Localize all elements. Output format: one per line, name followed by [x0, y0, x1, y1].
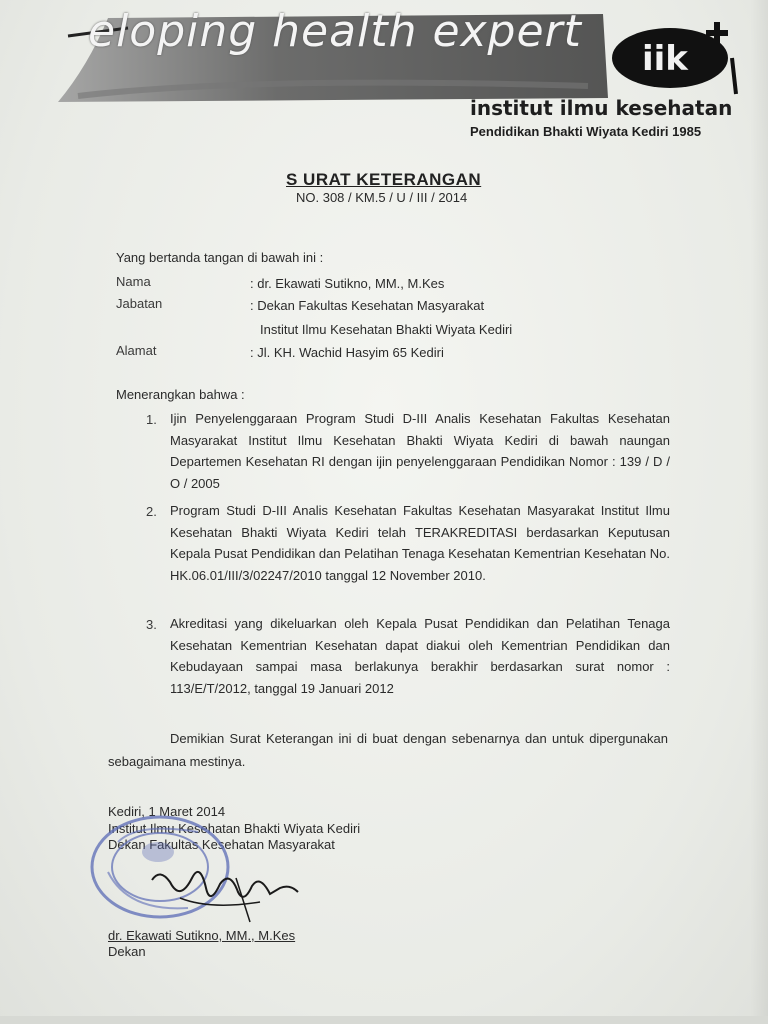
- document-title: S URAT KETERANGAN: [286, 170, 482, 189]
- document-number: NO. 308 / KM.5 / U / III / 2014: [296, 190, 468, 205]
- address-label: Alamat: [116, 343, 157, 358]
- position-value-line1: : Dekan Fakultas Kesehatan Masyarakat: [250, 298, 485, 313]
- position-value-line2: Institut Ilmu Kesehatan Bhakti Wiyata Kediri: [260, 322, 513, 337]
- signature-faculty: Dekan Fakultas Kesehatan Masyarakat: [108, 837, 335, 852]
- header-banner: [48, 6, 608, 102]
- list-item: Akreditasi yang dikeluarkan oleh Kepala Pusat Pendidikan dan Pelatihan Tenaga Kesehatan Kementrian Kesehatan dapat diakui oleh Kementrian Pendidikan dan Kebudayaan sampai masa berlakunya berakhir berdasarkan surat nomor : 113/E/T/2012, tanggal 19 Januari 2012: [170, 616, 670, 696]
- logo-text: iik: [642, 39, 688, 79]
- position-label: Jabatan: [116, 296, 163, 311]
- banner-slogan: eloping health expert: [88, 6, 582, 57]
- address-value: : Jl. KH. Wachid Hasyim 65 Kediri: [250, 345, 444, 360]
- signature-institution: Institut Ilmu Kesehatan Bhakti Wiyata Kediri: [108, 821, 361, 836]
- closing-paragraph: Demikian Surat Keterangan ini di buat dengan sebenarnya dan untuk dipergunakan sebagaimana mestinya.: [108, 731, 668, 769]
- item-number: 1.: [146, 412, 157, 427]
- handwritten-signature: [140, 858, 300, 928]
- institution-name: institut ilmu kesehatan: [470, 96, 733, 120]
- list-item: Program Studi D-III Analis Kesehatan Fakultas Kesehatan Masyarakat Institut Ilmu Kesehatan Bhakti Wiyata Kediri telah TERAKREDITASI berdasarkan Keputusan Kepala Pusat Pendidikan dan Pelatihan Tenaga Kesehatan Kementrian Kesehatan No. HK.06.01/III/3/02247/2010 tanggal 12 November 2010.: [170, 503, 670, 583]
- item-number: 2.: [146, 504, 157, 519]
- name-label: Nama: [116, 274, 151, 289]
- intro-text: Yang bertanda tangan di bawah ini :: [116, 250, 324, 265]
- signer-title: Dekan: [108, 944, 146, 959]
- institution-logo: [612, 18, 742, 98]
- page-shadow: [750, 0, 768, 1024]
- place-date: Kediri, 1 Maret 2014: [108, 804, 226, 819]
- item-number: 3.: [146, 617, 157, 632]
- states-text: Menerangkan bahwa :: [116, 387, 245, 402]
- signer-name: dr. Ekawati Sutikno, MM., M.Kes: [108, 928, 296, 943]
- institution-subtitle: Pendidikan Bhakti Wiyata Kediri 1985: [470, 124, 702, 139]
- list-item: Ijin Penyelenggaraan Program Studi D-III Analis Kesehatan Fakultas Kesehatan Masyarakat Institut Ilmu Kesehatan Bhakti Wiyata Kediri di bawah naungan Departemen Kesehatan RI dengan ijin penyelenggaraan Pendidikan Nomor : 139 / D / O / 2005: [170, 411, 670, 491]
- page-bottom-edge: [0, 1016, 768, 1024]
- name-value: : dr. Ekawati Sutikno, MM., M.Kes: [250, 276, 445, 291]
